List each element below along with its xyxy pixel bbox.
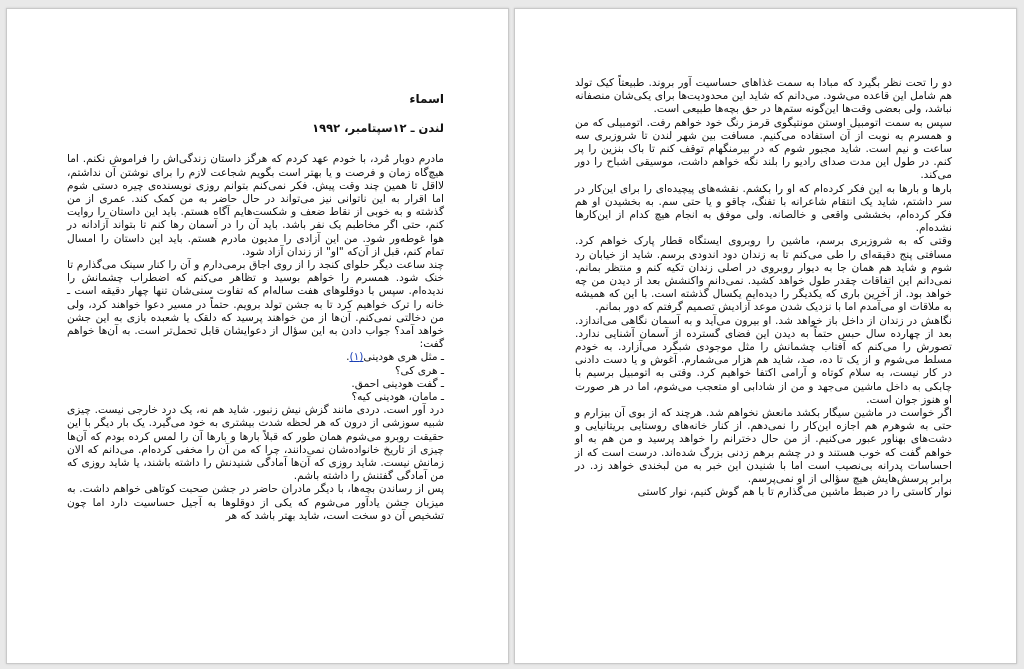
footnote-link[interactable]: (۱) (349, 351, 364, 364)
page-right-text (575, 77, 952, 500)
paragraph: درد آور است. دردی مانند گزش نیش زنبور. شاید هم نه، یک درد خارجی نیست. چیزی شبیه سوزشی از درون که هر لحظه شدت بیشتری به خود می‌گیرد. یک بار دیگر با این حقیقت روبرو می‌شوم همان طور که قبلاً بارها و بارها آن را لمس کرده بودم که آن‌ها چیزی از تاریخ خانواده‌شان نمی‌دانند، چرا که من آن را مخفی کرده‌ام. می‌دانم که الان زمانش نیست. شاید روزی که آن‌ها آمادگی شنیدنش را داشته باشند، یا شاید روزی که من آمادگی گفتنش را داشته باشم. (67, 404, 444, 483)
page-right (514, 8, 1017, 664)
paragraph: پس از رساندن بچه‌ها، با دیگر مادران حاضر در جشن صحبت کوتاهی خواهم داشت. به میزبان جشن یادآور می‌شوم که یکی از دوقلوها به آجیل حساسیت دارد اما چون تشخیص آن دو سخت است، شاید بهتر باشد که هر (67, 483, 444, 522)
paragraph: اگر خواست در ماشین سیگار بکشد مانعش نخواهم شد. هرچند که از بوی آن بیزارم و حتی به شوهرم هم اجازه این‌کار را نمی‌دهم. از کنار خانه‌های روستایی بریتانیایی و دشت‌های بهناور عبور می‌کنیم. از من حال دخترانم را خواهد پرسید و من هم به او خواهم گفت که خوب هستند و در چشم برهم زدنی بزرگ شده‌اند. درست است که از احساسات پدرانه بی‌نصیب است اما با شنیدن این خبر به من لبخندی خواهد زد. در برابر پرسش‌هایش هیچ سؤالی از او نمی‌پرسم. (575, 407, 952, 486)
paragraph: چند ساعت دیگر حلوای کنجد را از روی اجاق برمی‌دارم و آن را کنار سینک می‌گذارم تا خنک شود. همسرم را خواهم بوسید و تظاهر می‌کنم که اضطراب چشمانش را ندیده‌ام. سپس با دوقلوهای هفت ساله‌ام که تفاوت سنی‌شان تنها چهار دقیقه است ـ خانه را ترک خواهیم کرد تا به جشن تولد برویم. حتماً در مسیر دعوا خواهند کرد، ولی من دخالتی نمی‌کنم. آن‌ها از من خواهند پرسید که دلقک یا شعبده بازی به این جشن خواهد آمد؟ جواب دادن به این سؤال از دعوایشان قابل تحمل‌تر است. به آن‌ها خواهم گفت: (67, 259, 444, 351)
paragraph: سپس به سمت اتومبیل اوستن مونتیگوی قرمز رنگ خود خواهم رفت. اتومبیلی که من و همسرم به نوبت از آن استفاده می‌کنیم. مسافت بین شهر لندن تا شروزبری سه ساعت و نیم است. شاید مجبور شوم که در بیرمنگهام توقف کنم تا باک بنزین را پر کنم. در طول این مدت صدای رادیو را بلند نگه خواهم داشت، موسیقی اشباح را دور می‌کند. (575, 116, 952, 182)
page-left (6, 8, 509, 664)
chapter-title: اسماء (409, 92, 444, 106)
dialog-tail: . (346, 351, 350, 364)
paragraph: بارها و بارها به این فکر کرده‌ام که او را بکشم. نقشه‌های پیچیده‌ای را برای این‌کار در سر داشتم، شاید یک انتقام شاعرانه با تفنگ، چاقو و یا حتی سم. به بخشیدن او هم فکر کرده‌ام، بخششی واقعی و خالصانه. ولی موفق به انجام هیچ کدام از این‌کارها نشده‌ام. (575, 182, 952, 235)
dialog-line: ـ مامان، هودینی کیه؟ (351, 391, 444, 404)
dialog-line: ـ گفت هودینی احمق. (351, 377, 444, 390)
paragraph: نوار کاستی را در ضبط ماشین می‌گذارم تا با هم گوش کنیم، نوار کاستی (637, 486, 952, 499)
dialog-text: ـ مثل هری هودینی (363, 351, 444, 364)
paragraph: وقتی که به شروزبری برسم، ماشین را روبروی ایستگاه قطار پارک خواهم کرد. مسافتی پنج دقیقه‌ای را طی می‌کنم تا به زندان دود اندودی برسم. شاید از خیابان رد شوم و شاید هم همان جا به دیوار روبروی در اصلی زندان تکیه کنم و منتظر بمانم. نمی‌دانم این اتفاقات چقدر طول خواهد کشید. نمی‌دانم واکنشش بعد از دیدن من چه خواهد بود. از آخرین باری که یکدیگر را دیده‌ایم یکسال گذشته است. با این که همیشه به ملاقات او می‌آمدم اما با نزدیک شدن موعد آزادیش تصمیم گرفتم که دور بمانم. (575, 235, 952, 314)
dialog-line (67, 351, 444, 364)
paragraph: دو را تحت نظر بگیرد که مبادا به سمت غذاهای حساسیت آور بروند. طبیعتاً کیک تولد هم شامل این قاعده می‌شود. می‌دانم که شاید این محدودیت‌ها برای یکی‌شان منصفانه نباشد، ولی بعضی وقت‌ها این‌گونه ستم‌ها در حق بچه‌ها طبیعی است. (575, 77, 952, 116)
paragraph: مادرم دوبار مُرد، با خودم عهد کردم که هرگز داستان زندگی‌اش را فراموش نکنم. اما هیچ‌گاه زمان و فرصت و یا بهتر است بگویم شجاعت لازم را برای نوشتن آن نداشتم، لااقل تا همین چند وقت پیش. فکر نمی‌کنم بتوانم روزی نویسنده‌ی چیره دستی شوم اما اقرار به این ناتوانی نیز می‌تواند در حال حاضر به من کمک کند. عمری از من گذشته و به خوبی از نقاط ضعف و شکست‌هایم آگاه هستم. باید این داستان را روایت کنم، حتی اگر مخاطبم یک نفر باشد. باید آن را در آسمان رها کنم تا بتواند آزادانه در هوا غوطه‌ور شود. من این آزادی را مدیون مادرم هستم. باید این داستان را امسال تمام کنم، قبل از آن‌که "او" از زندان آزاد شود. (67, 153, 444, 258)
page-left-text (67, 87, 444, 523)
dialog-line: ـ هری کی؟ (394, 364, 444, 377)
paragraph: نگاهش در زندان از داخل باز خواهد شد. او بیرون می‌آید و به آسمان نگاهی می‌اندازد. بعد از چهارده سال حبس حتماً به دیدن این فضای گسترده از آسمان آشنایی ندارد. تصورش را می‌کنم که آفتاب چشمانش را مثل موجودی شبگرد می‌آزارد. به خودم مسلط می‌شوم و از یک تا ده، صد، شاید هم هزار می‌شمارم. آغوش و یا دست دادنی در کار نیست، به سلام کوتاه و آرامی اکتفا خواهیم کرد. وقتی به اتومبیل برسیم با چابکی به داخل ماشین می‌جهد و من از شادابی او متعجب می‌شوم، اما در هر صورت او هنوز جوان است. (575, 314, 952, 406)
chapter-dateline: لندن ـ ۱۲سپتامبر، ۱۹۹۲ (312, 121, 444, 136)
